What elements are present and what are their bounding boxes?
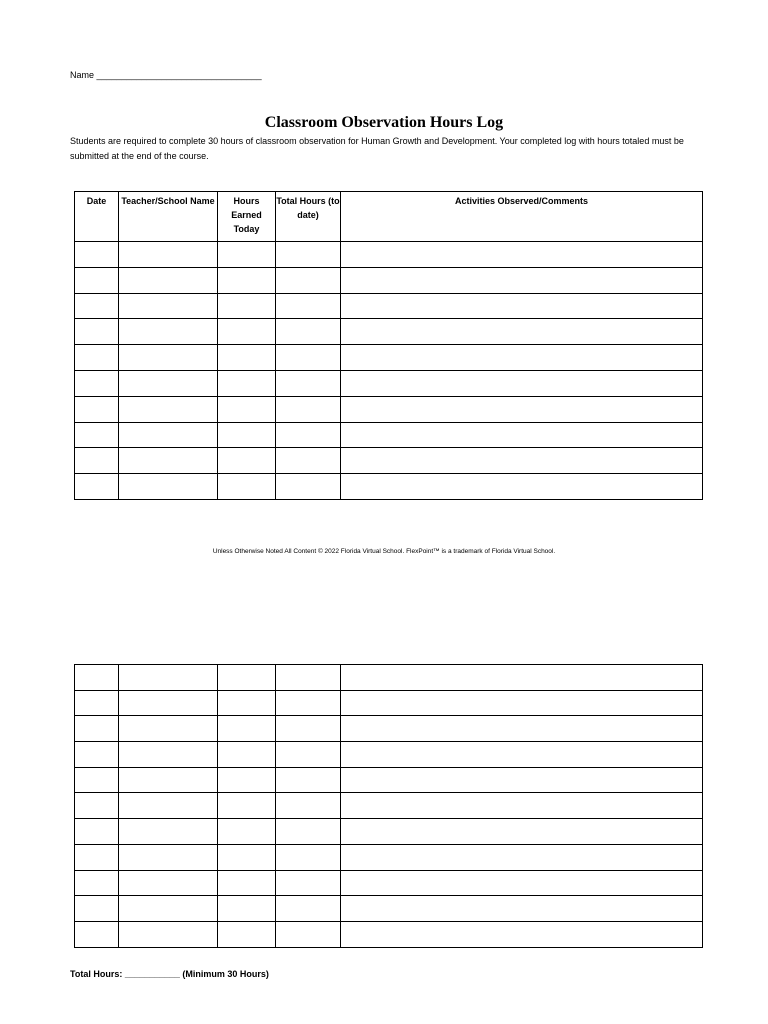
teacher-school-cell[interactable] — [119, 448, 218, 474]
teacher-school-cell[interactable] — [119, 896, 218, 922]
table-row — [75, 370, 703, 396]
teacher-school-cell[interactable] — [119, 767, 218, 793]
total-hours-cell[interactable] — [276, 665, 341, 691]
observation-log-table-continued — [74, 664, 703, 948]
date-cell[interactable] — [75, 793, 119, 819]
teacher-school-cell[interactable] — [119, 242, 218, 268]
date-cell[interactable] — [75, 474, 119, 500]
hours-earned-cell[interactable] — [218, 242, 276, 268]
teacher-school-cell[interactable] — [119, 819, 218, 845]
hours-earned-cell[interactable] — [218, 896, 276, 922]
table-row — [75, 293, 703, 319]
teacher-school-cell[interactable] — [119, 422, 218, 448]
activities-comments-cell[interactable] — [341, 665, 703, 691]
hours-earned-cell[interactable] — [218, 690, 276, 716]
table-row — [75, 844, 703, 870]
hours-earned-cell[interactable] — [218, 293, 276, 319]
hours-earned-cell[interactable] — [218, 665, 276, 691]
date-cell[interactable] — [75, 345, 119, 371]
total-hours-cell[interactable] — [276, 870, 341, 896]
table-row — [75, 319, 703, 345]
date-cell[interactable] — [75, 767, 119, 793]
name-line: Name _________________________________ — [70, 70, 262, 80]
total-hours-cell[interactable] — [276, 242, 341, 268]
total-hours-cell[interactable] — [276, 474, 341, 500]
date-cell[interactable] — [75, 742, 119, 768]
total-hours-cell[interactable] — [276, 742, 341, 768]
total-hours-cell[interactable] — [276, 293, 341, 319]
date-cell[interactable] — [75, 448, 119, 474]
hours-earned-cell[interactable] — [218, 793, 276, 819]
table-row — [75, 345, 703, 371]
table-row — [75, 896, 703, 922]
total-hours-cell[interactable] — [276, 767, 341, 793]
table-row — [75, 767, 703, 793]
date-cell[interactable] — [75, 690, 119, 716]
header-activities-comments: Activities Observed/Comments — [341, 192, 703, 242]
total-hours-cell[interactable] — [276, 793, 341, 819]
total-hours-cell[interactable] — [276, 819, 341, 845]
activities-comments-cell[interactable] — [341, 474, 703, 500]
table-row — [75, 793, 703, 819]
activities-comments-cell[interactable] — [341, 690, 703, 716]
hours-earned-cell[interactable] — [218, 767, 276, 793]
header-date: Date — [75, 192, 119, 242]
header-hours-earned-today: Hours Earned Today — [218, 192, 276, 242]
teacher-school-cell[interactable] — [119, 370, 218, 396]
activities-comments-cell[interactable] — [341, 921, 703, 947]
activities-comments-cell[interactable] — [341, 319, 703, 345]
hours-earned-cell[interactable] — [218, 370, 276, 396]
table-row — [75, 870, 703, 896]
table-row — [75, 665, 703, 691]
copyright-footer: Unless Otherwise Noted All Content © 2022 Florida Virtual School. FlexPoint™ is a trademark of Florida Virtual School. — [212, 548, 556, 555]
activities-comments-cell[interactable] — [341, 742, 703, 768]
table-row — [75, 690, 703, 716]
activities-comments-cell[interactable] — [341, 267, 703, 293]
teacher-school-cell[interactable] — [119, 793, 218, 819]
activities-comments-cell[interactable] — [341, 370, 703, 396]
date-cell[interactable] — [75, 293, 119, 319]
date-cell[interactable] — [75, 422, 119, 448]
activities-comments-cell[interactable] — [341, 448, 703, 474]
total-hours-cell[interactable] — [276, 396, 341, 422]
hours-earned-cell[interactable] — [218, 319, 276, 345]
total-hours-line: Total Hours: ___________ (Minimum 30 Hours) — [70, 969, 269, 979]
activities-comments-cell[interactable] — [341, 293, 703, 319]
teacher-school-cell[interactable] — [119, 844, 218, 870]
date-cell[interactable] — [75, 267, 119, 293]
teacher-school-cell[interactable] — [119, 870, 218, 896]
date-cell[interactable] — [75, 396, 119, 422]
total-hours-cell[interactable] — [276, 690, 341, 716]
teacher-school-cell[interactable] — [119, 396, 218, 422]
hours-earned-cell[interactable] — [218, 422, 276, 448]
hours-earned-cell[interactable] — [218, 921, 276, 947]
hours-earned-cell[interactable] — [218, 345, 276, 371]
date-cell[interactable] — [75, 896, 119, 922]
activities-comments-cell[interactable] — [341, 345, 703, 371]
date-cell[interactable] — [75, 242, 119, 268]
page-title: Classroom Observation Hours Log — [264, 114, 504, 131]
activities-comments-cell[interactable] — [341, 422, 703, 448]
total-hours-cell[interactable] — [276, 345, 341, 371]
date-cell[interactable] — [75, 870, 119, 896]
activities-comments-cell[interactable] — [341, 716, 703, 742]
teacher-school-cell[interactable] — [119, 267, 218, 293]
date-cell[interactable] — [75, 716, 119, 742]
activities-comments-cell[interactable] — [341, 242, 703, 268]
total-hours-cell[interactable] — [276, 448, 341, 474]
hours-earned-cell[interactable] — [218, 716, 276, 742]
total-hours-cell[interactable] — [276, 716, 341, 742]
teacher-school-cell[interactable] — [119, 742, 218, 768]
table-row — [75, 396, 703, 422]
date-cell[interactable] — [75, 819, 119, 845]
total-hours-cell[interactable] — [276, 921, 341, 947]
teacher-school-cell[interactable] — [119, 716, 218, 742]
activities-comments-cell[interactable] — [341, 793, 703, 819]
header-total-hours: Total Hours (to date) — [276, 192, 341, 242]
table-row — [75, 819, 703, 845]
teacher-school-cell[interactable] — [119, 474, 218, 500]
table-row — [75, 422, 703, 448]
table-row — [75, 267, 703, 293]
date-cell[interactable] — [75, 319, 119, 345]
activities-comments-cell[interactable] — [341, 844, 703, 870]
total-hours-cell[interactable] — [276, 267, 341, 293]
table-header-row — [75, 192, 703, 242]
hours-earned-cell[interactable] — [218, 742, 276, 768]
activities-comments-cell[interactable] — [341, 767, 703, 793]
observation-log-table — [74, 191, 703, 500]
hours-earned-cell[interactable] — [218, 396, 276, 422]
total-hours-cell[interactable] — [276, 370, 341, 396]
hours-earned-cell[interactable] — [218, 844, 276, 870]
date-cell[interactable] — [75, 844, 119, 870]
teacher-school-cell[interactable] — [119, 293, 218, 319]
total-hours-cell[interactable] — [276, 319, 341, 345]
teacher-school-cell[interactable] — [119, 690, 218, 716]
activities-comments-cell[interactable] — [341, 896, 703, 922]
activities-comments-cell[interactable] — [341, 396, 703, 422]
date-cell[interactable] — [75, 921, 119, 947]
hours-earned-cell[interactable] — [218, 870, 276, 896]
date-cell[interactable] — [75, 665, 119, 691]
hours-earned-cell[interactable] — [218, 267, 276, 293]
teacher-school-cell[interactable] — [119, 921, 218, 947]
total-hours-cell[interactable] — [276, 896, 341, 922]
activities-comments-cell[interactable] — [341, 819, 703, 845]
teacher-school-cell[interactable] — [119, 665, 218, 691]
table-row — [75, 242, 703, 268]
instructions-text: Students are required to complete 30 hours of classroom observation for Human Growth and Development. Your completed log with hours totaled must be submitted at the end of the course. — [70, 136, 684, 161]
table-row — [75, 716, 703, 742]
hours-earned-cell[interactable] — [218, 819, 276, 845]
table-row — [75, 742, 703, 768]
total-hours-cell[interactable] — [276, 844, 341, 870]
table-row — [75, 921, 703, 947]
header-teacher-school-name: Teacher/School Name — [119, 192, 218, 242]
teacher-school-cell[interactable] — [119, 345, 218, 371]
total-hours-cell[interactable] — [276, 422, 341, 448]
table-row — [75, 474, 703, 500]
hours-earned-cell[interactable] — [218, 448, 276, 474]
teacher-school-cell[interactable] — [119, 319, 218, 345]
activities-comments-cell[interactable] — [341, 870, 703, 896]
date-cell[interactable] — [75, 370, 119, 396]
hours-earned-cell[interactable] — [218, 474, 276, 500]
table-row — [75, 448, 703, 474]
